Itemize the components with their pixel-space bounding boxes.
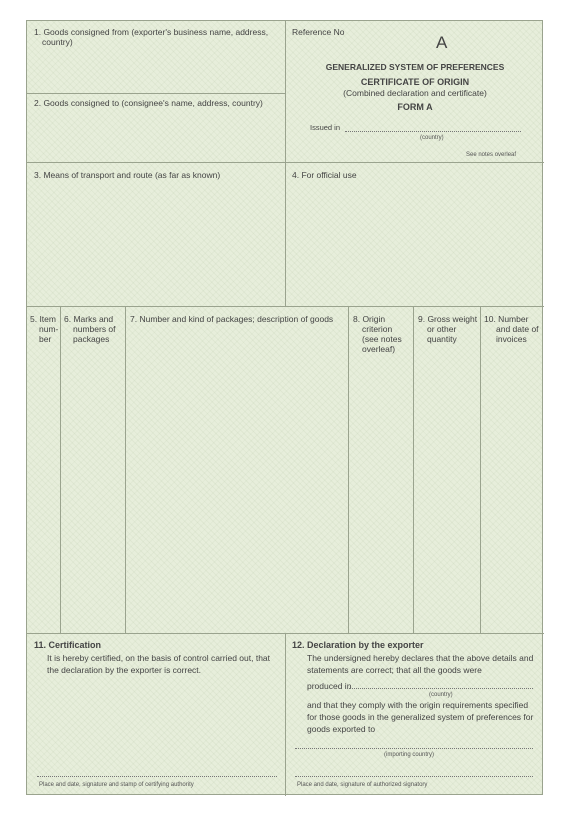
box11-signature-line	[37, 776, 277, 777]
reference-label: Reference No	[292, 27, 345, 37]
box2-label: 2. Goods consigned to (consignee's name, address, country)	[34, 98, 263, 108]
certificate-subtitle: (Combined declaration and certificate)	[343, 88, 487, 98]
box11-text: It is hereby certified, on the basis of control carried out, that the declaration by the exporter is correct.	[47, 653, 271, 675]
col7-header: 7. Number and kind of packages; description of goods	[130, 314, 334, 324]
produced-in-line	[349, 688, 533, 689]
box12-text-bottom: and that they comply with the origin requirements specified for those goods in the generalized system of preferences for goods exported to	[307, 700, 534, 734]
box12-signature-line	[295, 776, 533, 777]
box11-title: 11. Certification	[34, 640, 102, 650]
divider-top-center	[285, 21, 286, 306]
col8-header: 8. Origin criterion (see notes overleaf)	[353, 314, 402, 354]
importing-country-line	[295, 748, 533, 749]
see-notes-label: See notes overleaf	[466, 152, 517, 158]
col9-header: 9. Gross weight or other quantity	[418, 314, 478, 344]
divider-box2-box3	[27, 162, 544, 163]
box12-footer: Place and date, signature of authorized signatory	[297, 782, 428, 788]
divider-col8-col9	[413, 306, 414, 633]
divider-col7-col8	[348, 306, 349, 633]
divider-box11-box12	[285, 633, 286, 796]
col10-header: 10. Number and date of invoices	[484, 314, 539, 344]
divider-box3-table	[27, 306, 544, 307]
col6-header: 6. Marks and numbers of packages	[64, 314, 116, 344]
issued-in-country-caption: (country)	[420, 135, 444, 141]
box12-title: 12. Declaration by the exporter	[292, 640, 424, 650]
box1-label: 1. Goods consigned from (exporter's business name, address, country)	[34, 27, 269, 47]
box12-text-top: The undersigned hereby declares that the above details and statements are correct; that all the goods were	[307, 653, 534, 675]
produced-in-label: produced in	[307, 681, 352, 691]
importing-country-caption: (importing country)	[384, 752, 435, 758]
certificate-title: CERTIFICATE OF ORIGIN	[360, 77, 470, 87]
issued-in-line	[345, 131, 521, 132]
gsp-form-a	[26, 20, 543, 795]
col5-header: 5. Item num- ber	[30, 314, 59, 344]
form-name: FORM A	[397, 102, 433, 112]
box11-footer: Place and date, signature and stamp of certifying authority	[39, 782, 194, 788]
issued-in-label: Issued in	[310, 123, 341, 132]
divider-col6-col7	[125, 306, 126, 633]
gsp-title: GENERALIZED SYSTEM OF PREFERENCES	[325, 62, 505, 72]
produced-in-country-caption: (country)	[429, 692, 453, 698]
divider-col9-col10	[480, 306, 481, 633]
box3-label: 3. Means of transport and route (as far as known)	[34, 170, 221, 180]
divider-box1-box2	[27, 93, 285, 94]
box4-label: 4. For official use	[292, 170, 357, 180]
form-letter: A	[436, 33, 448, 52]
divider-col5-col6	[60, 306, 61, 633]
